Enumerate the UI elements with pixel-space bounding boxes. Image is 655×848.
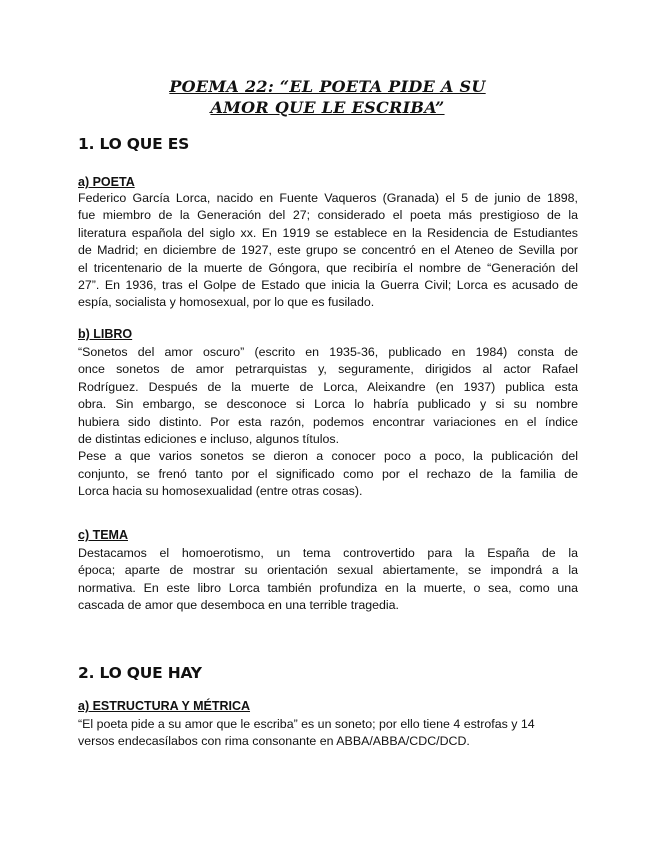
text-line: hubiera sido distinto. Por esta razón, podemos encontrar variaciones en el índice (78, 414, 578, 429)
text-line: Pese a que varios sonetos se dieron a conocer poco a poco, la publicación del (78, 449, 578, 464)
paragraph-estructura (78, 716, 578, 750)
text-line: el tricentenario de la muerte de Góngora, que recibiría el nombre de “Generación del (78, 260, 578, 275)
subsection-poeta-label: a) POETA (78, 175, 135, 189)
text-line: 27”. En 1936, tras el Golpe de Estado que inicia la Guerra Civil; Lorca es acusado de (78, 278, 578, 293)
text-line: literatura española del siglo xx. En 1919 se establece en la Residencia de Estudiantes (78, 225, 578, 240)
text-line: conjunto, se frenó tanto por el significado como por el rechazo de la familia de (78, 466, 578, 481)
paragraph-tema (78, 545, 578, 615)
text-line: cascada de amor que desemboca en una terrible tragedia. (78, 598, 399, 613)
text-line: fue miembro de la Generación del 27; considerado el poeta más prestigioso de la (78, 208, 578, 223)
title-line-1: POEMA 22: “EL POETA PIDE A SU (169, 77, 486, 96)
text-line: Lorca hacia su homosexualidad (entre otras cosas). (78, 484, 363, 499)
title-line-2: AMOR QUE LE ESCRIBA” (210, 98, 445, 117)
text-line: “Sonetos del amor oscuro” (escrito en 1935-36, publicado en 1984) consta de (78, 345, 578, 359)
section-2-heading: 2. LO QUE HAY (78, 664, 202, 682)
text-line: once sonetos de amor petrarquistas y, seguramente, dirigidos al actor Rafael (78, 362, 578, 377)
text-line: Destacamos el homoerotismo, un tema controvertido para la España de la (78, 546, 578, 560)
subsection-tema-label: c) TEMA (78, 528, 128, 542)
section-1-heading: 1. LO QUE ES (78, 135, 190, 153)
subsection-libro-label: b) LIBRO (78, 327, 133, 341)
text-line: época; aparte de mostrar su orientación sexual abiertamente, se impondrá a la (78, 563, 578, 578)
text-line: espía, socialista y homosexual, por lo que es fusilado. (78, 295, 375, 310)
text-line: de Madrid; en diciembre de 1927, este grupo se concentró en el Ateneo de Sevilla por (78, 243, 578, 258)
text-line: normativa. En este libro Lorca también profundiza en la muerte, o sea, como una (78, 580, 578, 595)
text-line: versos endecasílabos con rima consonante en ABBA/ABBA/CDC/DCD. (78, 734, 470, 748)
text-line: de distintas ediciones e incluso, algunos títulos. (78, 432, 340, 447)
text-line: obra. Sin embargo, se desconoce si Lorca lo habría publicado y si su nombre (78, 397, 578, 412)
text-line: “El poeta pide a su amor que le escriba” es un soneto; por ello tiene 4 estrofas y 14 (78, 717, 535, 731)
paragraph-poeta (78, 190, 578, 312)
document-title (60, 76, 595, 118)
text-line: Federico García Lorca, nacido en Fuente Vaqueros (Granada) el 5 de junio de 1898, (78, 191, 578, 205)
paragraph-libro (78, 344, 578, 501)
text-line: Rodríguez. Después de la muerte de Lorca, Aleixandre (en 1937) publica esta (78, 379, 578, 394)
subsection-estructura-label: a) ESTRUCTURA Y MÉTRICA (78, 699, 251, 713)
